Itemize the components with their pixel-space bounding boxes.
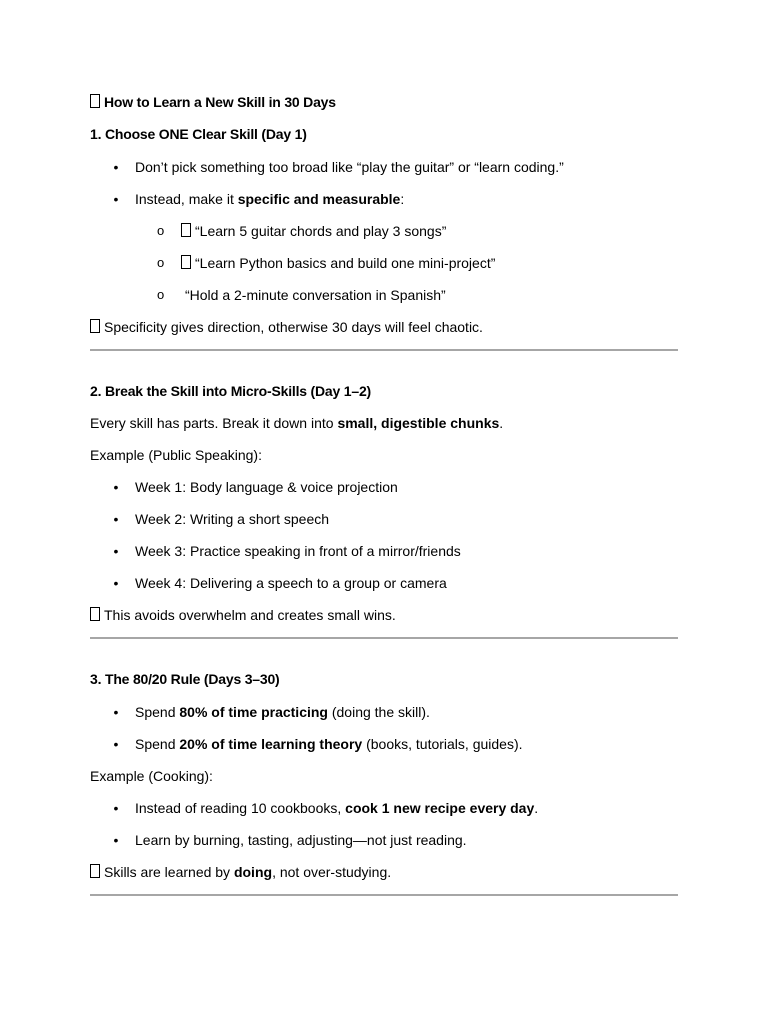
section-3-heading: 3. The 80/20 Rule (Days 3–30) bbox=[90, 671, 280, 687]
section-2-week-2: Week 2: Writing a short speech bbox=[135, 511, 330, 527]
missing-glyph-icon bbox=[181, 255, 191, 269]
bullet-text: Spend bbox=[135, 704, 180, 720]
section-3-bullet-3 bbox=[135, 799, 538, 817]
section-3-bullet-2 bbox=[135, 735, 523, 753]
section-2-note bbox=[90, 606, 396, 624]
bullet-text: (books, tutorials, guides). bbox=[362, 736, 523, 752]
bullet-emphasis: specific and measurable bbox=[237, 191, 401, 207]
section-divider bbox=[90, 637, 678, 639]
section-2-intro bbox=[90, 414, 503, 432]
bullet-marker: • bbox=[113, 511, 119, 527]
bullet-text: Spend bbox=[135, 736, 180, 752]
bullet-text: : bbox=[400, 191, 405, 207]
bullet-marker: • bbox=[113, 159, 119, 175]
section-1-heading: 1. Choose ONE Clear Skill (Day 1) bbox=[90, 126, 307, 142]
section-3-bullet-1 bbox=[135, 703, 430, 721]
section-1-sub-bullet-3: “Hold a 2-minute conversation in Spanish” bbox=[185, 287, 446, 303]
paragraph-emphasis: small, digestible chunks bbox=[337, 415, 500, 431]
bullet-emphasis: 80% of time practicing bbox=[179, 704, 328, 720]
sub-bullet-marker: o bbox=[157, 223, 165, 238]
note-text: , not over-studying. bbox=[272, 864, 392, 880]
sub-bullet-marker: o bbox=[157, 287, 165, 302]
section-3-bullet-4: Learn by burning, tasting, adjusting—not just reading. bbox=[135, 832, 467, 848]
paragraph-text: Every skill has parts. Break it down into bbox=[90, 415, 338, 431]
missing-glyph-icon bbox=[90, 864, 100, 878]
section-2-heading: 2. Break the Skill into Micro-Skills (Day 1–2) bbox=[90, 383, 372, 399]
sub-bullet-marker: o bbox=[157, 255, 165, 270]
section-1-sub-bullet-1 bbox=[181, 222, 446, 240]
document-title-text: How to Learn a New Skill in 30 Days bbox=[104, 94, 336, 110]
section-2-week-3: Week 3: Practice speaking in front of a mirror/friends bbox=[135, 543, 461, 559]
section-1-sub-bullet-2 bbox=[181, 254, 495, 272]
bullet-emphasis: 20% of time learning theory bbox=[179, 736, 363, 752]
bullet-text: (doing the skill). bbox=[327, 704, 430, 720]
section-3-note bbox=[90, 863, 391, 881]
sub-bullet-text: “Learn Python basics and build one mini-project” bbox=[195, 255, 496, 271]
bullet-marker: • bbox=[113, 479, 119, 495]
section-1-bullet-2 bbox=[135, 190, 404, 208]
missing-glyph-icon bbox=[90, 319, 100, 333]
section-1-note bbox=[90, 318, 483, 336]
missing-glyph-icon bbox=[90, 94, 100, 108]
section-1-bullet-1: Don’t pick something too broad like “play the guitar” or “learn coding.” bbox=[135, 159, 564, 175]
missing-glyph-icon bbox=[90, 607, 100, 621]
bullet-marker: • bbox=[113, 704, 119, 720]
bullet-marker: • bbox=[113, 575, 119, 591]
bullet-emphasis: cook 1 new recipe every day bbox=[345, 800, 535, 816]
bullet-marker: • bbox=[113, 191, 119, 207]
document-title bbox=[90, 93, 336, 111]
bullet-marker: • bbox=[113, 800, 119, 816]
note-text: Specificity gives direction, otherwise 30 days will feel chaotic. bbox=[104, 319, 483, 335]
section-2-week-1: Week 1: Body language & voice projection bbox=[135, 479, 398, 495]
section-2-example-label: Example (Public Speaking): bbox=[90, 447, 262, 463]
bullet-text: Instead, make it bbox=[135, 191, 238, 207]
bullet-text: Instead of reading 10 cookbooks, bbox=[135, 800, 346, 816]
bullet-marker: • bbox=[113, 832, 119, 848]
bullet-marker: • bbox=[113, 543, 119, 559]
section-2-week-4: Week 4: Delivering a speech to a group or camera bbox=[135, 575, 447, 591]
bullet-marker: • bbox=[113, 736, 119, 752]
section-3-example-label: Example (Cooking): bbox=[90, 768, 213, 784]
bullet-text: . bbox=[534, 800, 539, 816]
note-text: This avoids overwhelm and creates small wins. bbox=[104, 607, 396, 623]
missing-glyph-icon bbox=[181, 223, 191, 237]
paragraph-text: . bbox=[499, 415, 504, 431]
section-divider bbox=[90, 894, 678, 896]
section-divider bbox=[90, 349, 678, 351]
sub-bullet-text: “Learn 5 guitar chords and play 3 songs” bbox=[195, 223, 447, 239]
note-text: Skills are learned by bbox=[104, 864, 234, 880]
note-emphasis: doing bbox=[233, 864, 273, 880]
